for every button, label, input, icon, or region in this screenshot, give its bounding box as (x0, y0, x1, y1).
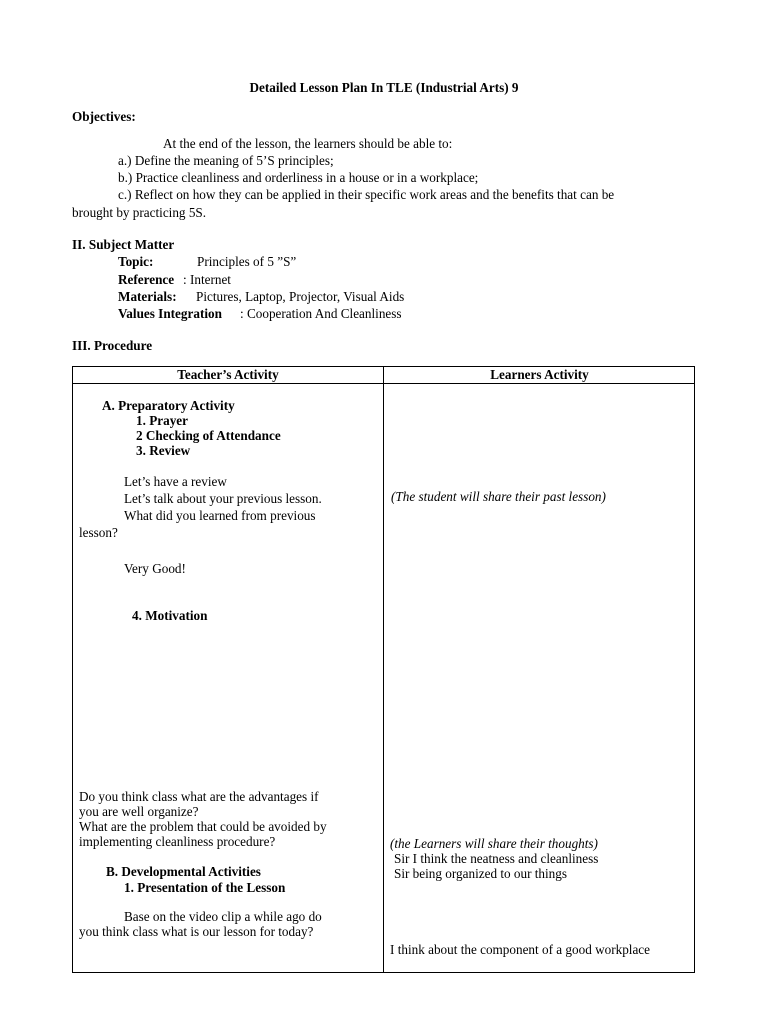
preparatory-activity-heading: A. Preparatory Activity (102, 398, 235, 413)
objectives-heading: Objectives: (72, 109, 136, 124)
materials-label: Materials: (118, 289, 177, 304)
review-line-3: What did you learned from previous (124, 508, 316, 523)
topic-label: Topic: (118, 254, 154, 269)
learners-activity-header: Learners Activity (490, 367, 589, 382)
objective-c-line2: brought by practicing 5S. (72, 205, 207, 220)
learner-answer-1: Sir I think the neatness and cleanliness (394, 851, 599, 866)
materials-value: Pictures, Laptop, Projector, Visual Aids (196, 289, 405, 304)
topic-value: Principles of 5 ”S” (197, 254, 297, 269)
review-line-2: Let’s talk about your previous lesson. (124, 491, 322, 506)
subject-matter-heading: II. Subject Matter (72, 237, 175, 252)
reference-label: Reference (118, 272, 175, 287)
prayer-item: 1. Prayer (136, 413, 188, 428)
values-integration-value: : Cooperation And Cleanliness (240, 306, 402, 321)
learner-answer-3: I think about the component of a good workplace (390, 942, 651, 957)
developmental-activities-heading: B. Developmental Activities (106, 864, 261, 879)
learners-share-past-lesson: (The student will share their past lesson) (391, 489, 606, 504)
question-1-line-2: you are well organize? (79, 804, 199, 819)
table-column-divider (383, 367, 384, 972)
teacher-activity-header: Teacher’s Activity (177, 367, 279, 382)
question-2-line-2: implementing cleanliness procedure? (79, 834, 276, 849)
review-item: 3. Review (136, 443, 191, 458)
review-line-1: Let’s have a review (124, 474, 227, 489)
review-line-4: lesson? (79, 525, 118, 540)
objective-a: a.) Define the meaning of 5’S principles; (118, 153, 334, 168)
base-question-line-1: Base on the video clip a while ago do (124, 909, 322, 924)
values-integration-label: Values Integration (118, 306, 222, 321)
objective-b: b.) Practice cleanliness and orderliness in a house or in a workplace; (118, 170, 479, 185)
objective-c-line1: c.) Reflect on how they can be applied in their specific work areas and the benefits that can be (118, 187, 615, 202)
base-question-line-2: you think class what is our lesson for today? (79, 924, 314, 939)
learner-answer-2: Sir being organized to our things (394, 866, 568, 881)
learners-share-thoughts: (the Learners will share their thoughts) (390, 836, 598, 851)
very-good-text: Very Good! (124, 561, 186, 576)
objectives-intro: At the end of the lesson, the learners should be able to: (163, 136, 453, 151)
table-header-divider (73, 383, 694, 384)
question-2-line-1: What are the problem that could be avoided by (79, 819, 327, 834)
document-title: Detailed Lesson Plan In TLE (Industrial Arts) 9 (249, 80, 519, 95)
motivation-item: 4. Motivation (132, 608, 208, 623)
reference-value: : Internet (183, 272, 231, 287)
procedure-heading: III. Procedure (72, 338, 153, 353)
question-1-line-1: Do you think class what are the advantages if (79, 789, 319, 804)
presentation-item: 1. Presentation of the Lesson (124, 880, 286, 895)
attendance-item: 2 Checking of Attendance (136, 428, 281, 443)
